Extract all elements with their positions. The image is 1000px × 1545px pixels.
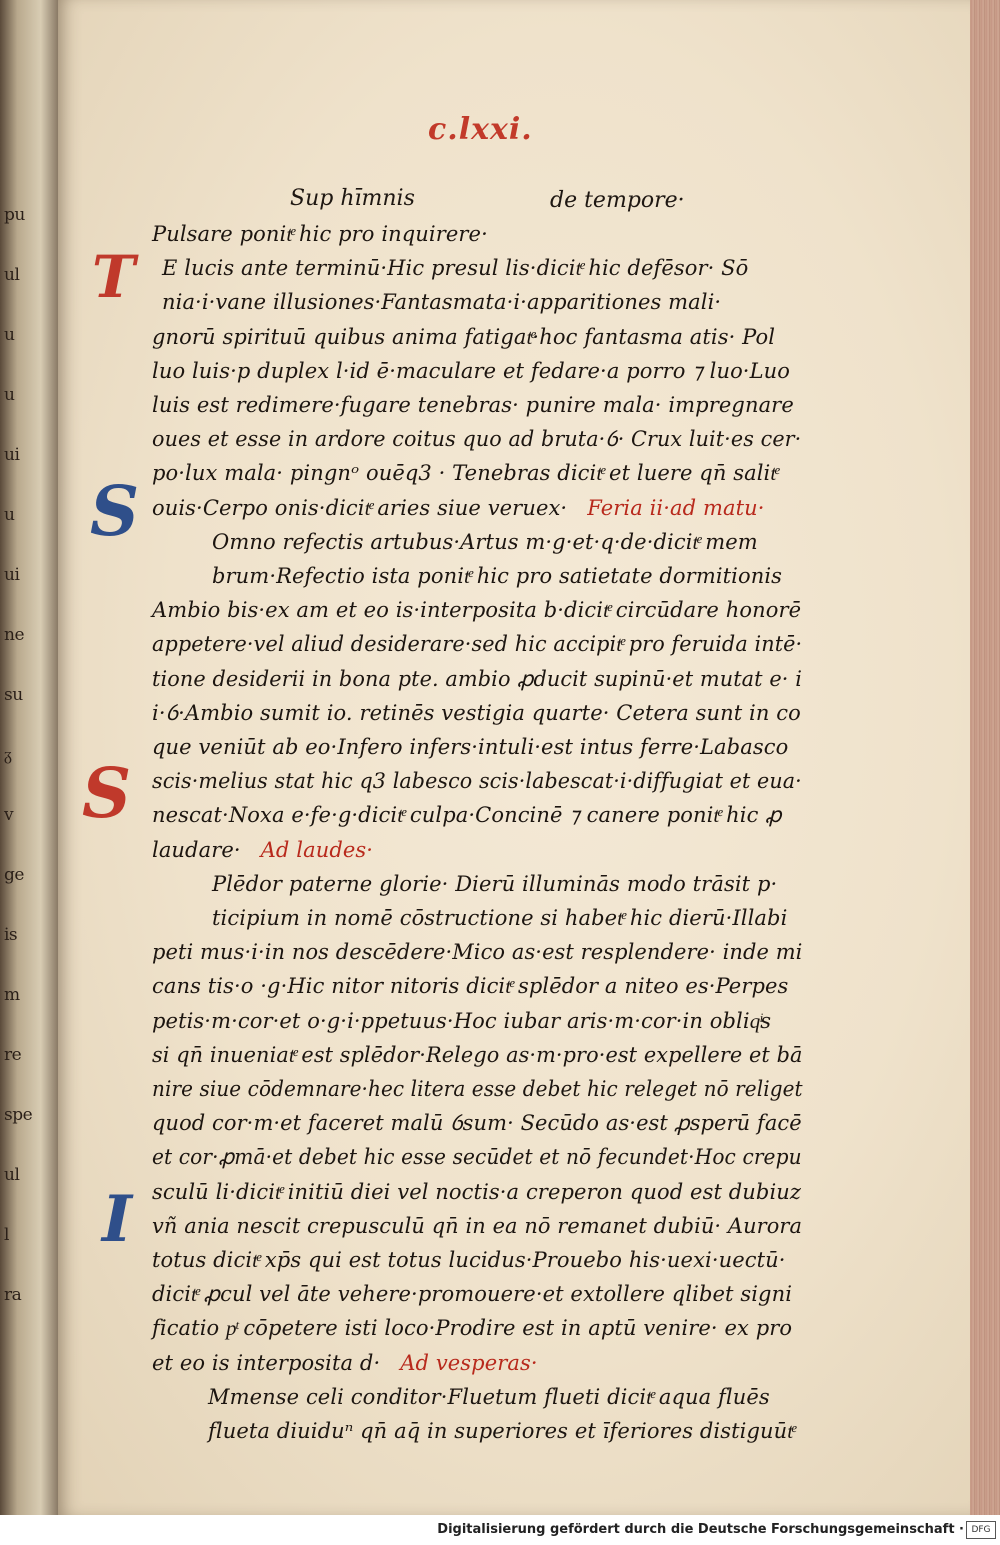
line-text: si qn̄ inueniatͤ est splēdor·Relego as·m·pro·est expellere et bā <box>152 1042 803 1067</box>
facing-page-fragment: su <box>4 685 23 705</box>
facing-page-fragment: is <box>4 925 18 945</box>
text-line <box>152 1243 786 1277</box>
facing-page-fragment: ᵹ <box>4 745 12 765</box>
text-line <box>152 1346 538 1380</box>
facing-page-fragment: pu <box>4 205 25 225</box>
line-text: E lucis ante terminū·Hic presul lis·dicitͤ hic defēsor· Sō <box>162 256 749 281</box>
page-block-edge <box>970 0 1000 1515</box>
text-line <box>152 354 790 388</box>
facing-page-fragment: ui <box>4 445 20 465</box>
text-line <box>208 1414 793 1448</box>
facing-page-fragment: re <box>4 1045 22 1065</box>
facing-page-edge <box>0 0 58 1515</box>
text-line <box>152 456 776 490</box>
line-text: luo luis·p duplex l·id ē·maculare et fedare·a porro ⁊ luo·Luo <box>152 358 790 383</box>
facing-page-fragment: m <box>4 985 20 1005</box>
facing-page-fragment: ul <box>4 1165 20 1185</box>
text-line <box>162 285 721 319</box>
facing-page-fragment: l <box>4 1225 9 1245</box>
line-text: oues et esse in ardore coitus quo ad bruta·ỽ· Crux luit·es cer· <box>152 427 802 452</box>
rubric-heading: Ad laudes· <box>260 837 374 862</box>
line-text: vñ ania nescit crepusculū qn̄ in ea nō remanet dubiū· Aurora <box>152 1213 803 1238</box>
line-text: po·lux mala· pingnᵒ ouēq3 · Tenebras dicitͤ et luere qn̄ salitͤ <box>152 461 777 486</box>
text-line <box>152 969 788 1003</box>
footer-bar <box>0 1515 1000 1545</box>
text-line <box>152 1277 792 1311</box>
text-line <box>152 1038 803 1072</box>
line-text: brum·Refectio ista ponitͤ hic pro satietate dormitionis <box>212 564 783 588</box>
running-header-right: de tempore· <box>550 188 685 213</box>
text-line <box>152 320 775 354</box>
line-text: totus dicitͤ xp̄s qui est totus lucidus·Prouebo his·uexi·uectū· <box>152 1248 786 1272</box>
text-line <box>152 217 488 251</box>
rubric-heading: Feria ii·ad matu· <box>587 495 765 520</box>
text-line <box>152 764 802 798</box>
text-line <box>152 388 794 422</box>
text-line <box>212 559 782 593</box>
line-text: laudare· <box>152 837 241 862</box>
line-text: quod cor·m·et faceret malū ỽsum· Secūdo as·est ꝓsperū facē <box>152 1111 802 1136</box>
facing-page-fragment: ge <box>4 865 24 885</box>
line-text: ficatio pͭ cōpetere isti loco·Prodire est in aptū venire· ex pro <box>152 1316 793 1341</box>
facing-page-fragment: ul <box>4 265 20 285</box>
facing-page-fragment: v <box>4 805 14 825</box>
facing-page-fragment: u <box>4 325 15 345</box>
facing-page-fragment: spe <box>4 1105 33 1125</box>
text-line <box>152 491 765 525</box>
text-line <box>162 251 748 285</box>
line-text: et cor·ꝓmā·et debet hic esse secūdet et nō fecundet·Hoc crepu <box>152 1145 802 1170</box>
initial-i: I <box>102 1182 132 1257</box>
line-text: nescat·Noxa e·fe·g·dicitͤ culpa·Concinē ⁊ canere ponitͤ hic ꝓ <box>152 803 782 828</box>
text-line <box>152 422 801 456</box>
text-line <box>212 867 777 901</box>
line-text: nire siue cōdemnare·hec litera esse debet hic releget nō religet <box>152 1077 803 1101</box>
text-line <box>152 1311 792 1345</box>
line-text: Plēdor paterne glorie· Dierū illuminās modo trāsit p· <box>212 871 778 896</box>
text-line <box>152 627 802 661</box>
line-text: Mmense celi conditor·Fluetum flueti dicitͤ aqua fluēs <box>208 1384 770 1409</box>
dfg-logo: DFG <box>966 1521 996 1539</box>
facing-page-fragment: ne <box>4 625 25 645</box>
text-line <box>152 696 801 730</box>
line-text: nia·i·vane illusiones·Fantasmata·i·apparitiones mali· <box>162 290 722 315</box>
text-line <box>152 1140 802 1174</box>
text-line <box>152 662 802 696</box>
text-line <box>152 1209 802 1243</box>
line-text: peti mus·i·in nos descēdere·Mico as·est resplendere· inde mi <box>152 940 803 965</box>
line-text: gnorū spirituū quibus anima fatigatͤ·hoc fantasma atis· Pol <box>152 324 776 349</box>
facing-page-fragment: u <box>4 385 15 405</box>
text-line <box>152 1106 802 1140</box>
rubric-heading: Ad vesperas· <box>400 1350 538 1375</box>
facing-page-fragment: u <box>4 505 15 525</box>
running-header-left: Sup hīmnis <box>290 186 415 211</box>
line-text: luis est redimere·fugare tenebras· punire mala· impregnare <box>152 393 794 417</box>
text-line <box>152 593 801 627</box>
line-text: i·ỽ·Ambio sumit io. retinēs vestigia quarte· Cetera sunt in co <box>152 700 801 725</box>
text-line <box>152 730 788 764</box>
line-text: scis·melius stat hic q3 labesco scis·labescat·i·diffugiat et eua· <box>152 769 802 794</box>
text-line <box>152 1175 801 1209</box>
initial-t: T <box>92 243 136 311</box>
line-text: Omno refectis artubus·Artus m·g·et·q·de·dicitͤ mem <box>212 529 758 554</box>
facing-page-fragment: ra <box>4 1285 22 1305</box>
book-page <box>58 0 970 1515</box>
text-line <box>152 798 782 832</box>
initial-s-hymn: S <box>90 472 140 552</box>
text-line <box>212 525 758 559</box>
text-line <box>152 833 373 867</box>
line-text: petis·m·cor·et o·g·i·ppetuus·Hoc iubar aris·m·cor·in obliqͥs <box>152 1008 772 1033</box>
line-text: ticipium in nomē cōstructione si habetͤ hic dierū·Illabi <box>212 906 788 930</box>
line-text: cans tis·o ·g·Hic nitor nitoris dicitͤ splēdor a niteo es·Perpes <box>152 974 789 999</box>
folio-number: c.lxxi. <box>428 112 533 147</box>
text-line <box>208 1380 770 1414</box>
line-text: dicitͤ ꝓcul vel āte vehere·promouere·et extollere qlibet signi <box>152 1282 793 1307</box>
line-text: sculū li·dicitͤ initiū diei vel noctis·a creperon quod est dubiuz <box>152 1179 802 1204</box>
facing-page-fragment: ui <box>4 565 20 585</box>
initial-s-splendor: S <box>82 754 132 834</box>
line-text: et eo is interposita d· <box>152 1350 381 1375</box>
line-text: ouis·Cerpo onis·dicitͤ aries siue veruex· <box>152 495 568 520</box>
line-text: appetere·vel aliud desiderare·sed hic accipitͤ pro feruida intē· <box>152 632 803 657</box>
line-text: Ambio bis·ex am et eo is·interposita b·dicitͤ circūdare honorē <box>152 598 802 623</box>
text-line <box>212 901 787 935</box>
line-text: Pulsare ponitͤ hic pro inquirere· <box>152 222 488 246</box>
funding-notice: Digitalisierung gefördert durch die Deutsche Forschungsgemeinschaft · <box>437 1522 964 1537</box>
line-text: tione desiderii in bona pte. ambio ꝓducit supinū·et mutat e· i <box>152 666 802 691</box>
text-line <box>152 1004 771 1038</box>
text-line <box>152 935 802 969</box>
text-line <box>152 1072 803 1106</box>
line-text: flueta diuiduⁿ qn̄ aq̄ in superiores et īferiores distiguūtͤ <box>208 1419 794 1443</box>
line-text: que veniūt ab eo·Infero infers·intuli·est intus ferre·Labasco <box>152 735 789 759</box>
